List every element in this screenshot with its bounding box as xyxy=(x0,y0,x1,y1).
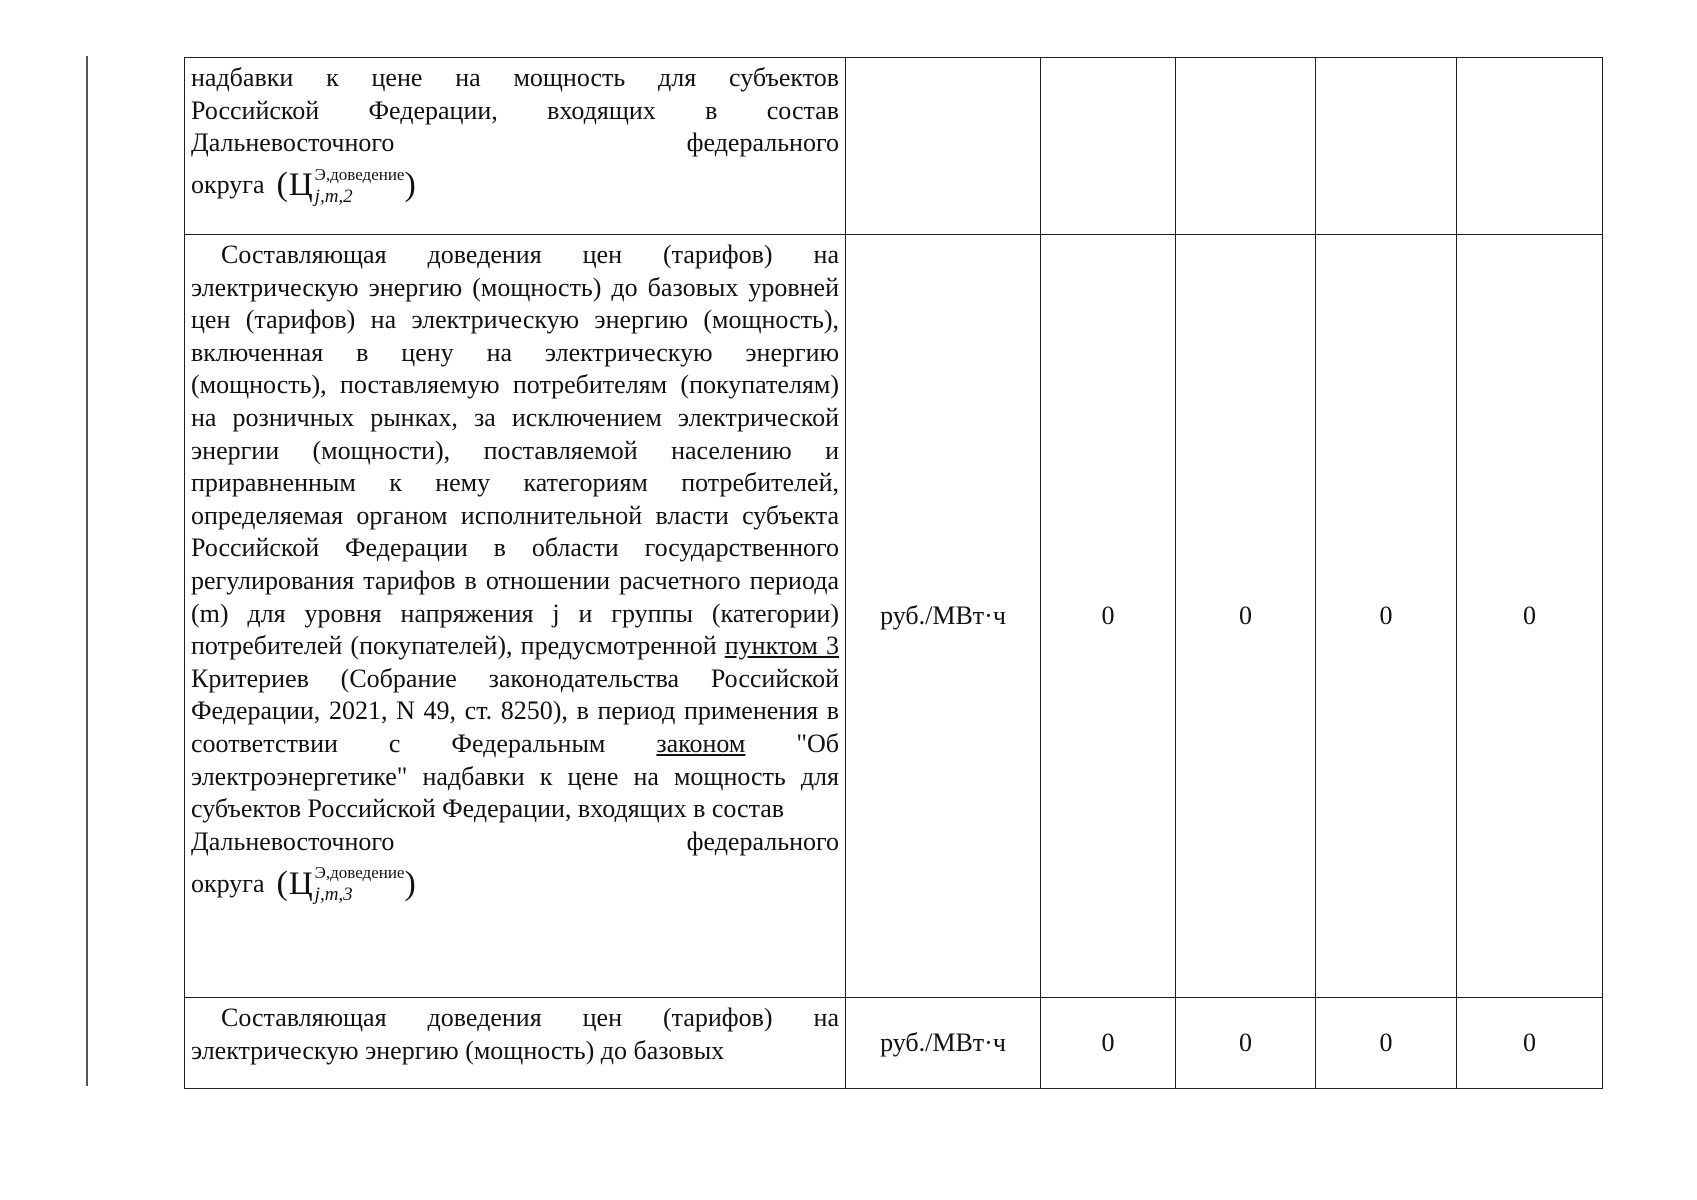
formula-line xyxy=(191,856,839,912)
formula-subscript: j,m,3 xyxy=(314,884,353,906)
unit-cell: руб./МВт·ч xyxy=(846,998,1041,1089)
price-formula xyxy=(277,166,416,206)
formula-superscript: Э,доведение xyxy=(314,164,405,184)
description-cell xyxy=(185,998,846,1089)
description-text xyxy=(185,998,845,1088)
description-paragraph: Составляющая доведения цен (тарифов) на электрическую энергию (мощность) до базовых xyxy=(191,1003,839,1065)
okrug-word: округа xyxy=(191,170,265,200)
formula-superscript: Э,доведение xyxy=(314,863,405,883)
value-cell: 0 xyxy=(1457,235,1603,998)
link-punkt-3[interactable]: пунктом 3 xyxy=(724,631,839,661)
formula-open-paren: ( xyxy=(276,166,288,204)
unit-cell xyxy=(846,58,1041,235)
description-cell xyxy=(185,58,846,235)
price-formula xyxy=(277,864,416,904)
value-cell xyxy=(1457,58,1603,235)
formula-line xyxy=(191,158,839,214)
formula-open-paren: ( xyxy=(276,864,288,902)
description-text xyxy=(185,235,845,918)
text-fragment: федерального xyxy=(686,826,839,856)
value-cell xyxy=(1176,58,1316,235)
description-cell xyxy=(185,235,846,998)
formula-close-paren: ) xyxy=(404,864,416,902)
text-line: Дальневосточного федерального xyxy=(191,128,839,158)
text-line xyxy=(191,826,839,859)
value-cell: 0 xyxy=(1176,235,1316,998)
value-cell xyxy=(1041,58,1176,235)
text-line: Российской Федерации, входящих в состав xyxy=(191,95,839,125)
formula-base: Ц xyxy=(288,865,313,902)
table-row xyxy=(185,235,1603,998)
formula-close-paren: ) xyxy=(404,166,416,204)
unit-cell: руб./МВт·ч xyxy=(846,235,1041,998)
formula-base: Ц xyxy=(288,167,313,204)
value-cell: 0 xyxy=(1316,998,1457,1089)
value-cell: 0 xyxy=(1316,235,1457,998)
text-fragment: Дальневосточного xyxy=(191,826,395,856)
text-line: надбавки к цене на мощность для субъектов xyxy=(191,63,839,92)
table-row xyxy=(185,58,1603,235)
value-cell: 0 xyxy=(1176,998,1316,1089)
description-text xyxy=(185,58,845,220)
table-row xyxy=(185,998,1603,1089)
description-paragraph: Составляющая доведения цен (тарифов) на электрическую энергию (мощность) до базовых уровней цен (тарифов) на электрическую энергию (мощность), включенная в цену на электрическую энергию (мощность), поставляемую потребителям (покупателям) на розничных рынках, за исключением электрической энергии (мощности), поставляемой населению и приравненным к нему категориям потребителей, определяемая органом исполнительной власти субъекта Российской Федерации в области государственного регулирования тарифов в отношении расчетного периода (m) для уровня напряжения j и группы (категории) потребителей (покупателей), предусмотренной пунктом 3 Критериев (Собрание законодательства Российской Федерации, 2021, N 49, ст. 8250), в период применения в соответствии с Федеральным законом "Об электроэнергетике" надбавки к цене на мощность для субъектов Российской Федерации, входящих в состав xyxy=(191,240,839,824)
value-cell: 0 xyxy=(1041,998,1176,1089)
page-margin-line xyxy=(86,56,88,1086)
value-cell: 0 xyxy=(1041,235,1176,998)
link-zakon[interactable]: законом xyxy=(656,728,746,758)
value-cell: 0 xyxy=(1457,998,1603,1089)
formula-subscript: j,m,2 xyxy=(314,185,353,207)
tariff-table xyxy=(184,57,1603,1089)
okrug-word: округа xyxy=(191,868,265,898)
value-cell xyxy=(1316,58,1457,235)
